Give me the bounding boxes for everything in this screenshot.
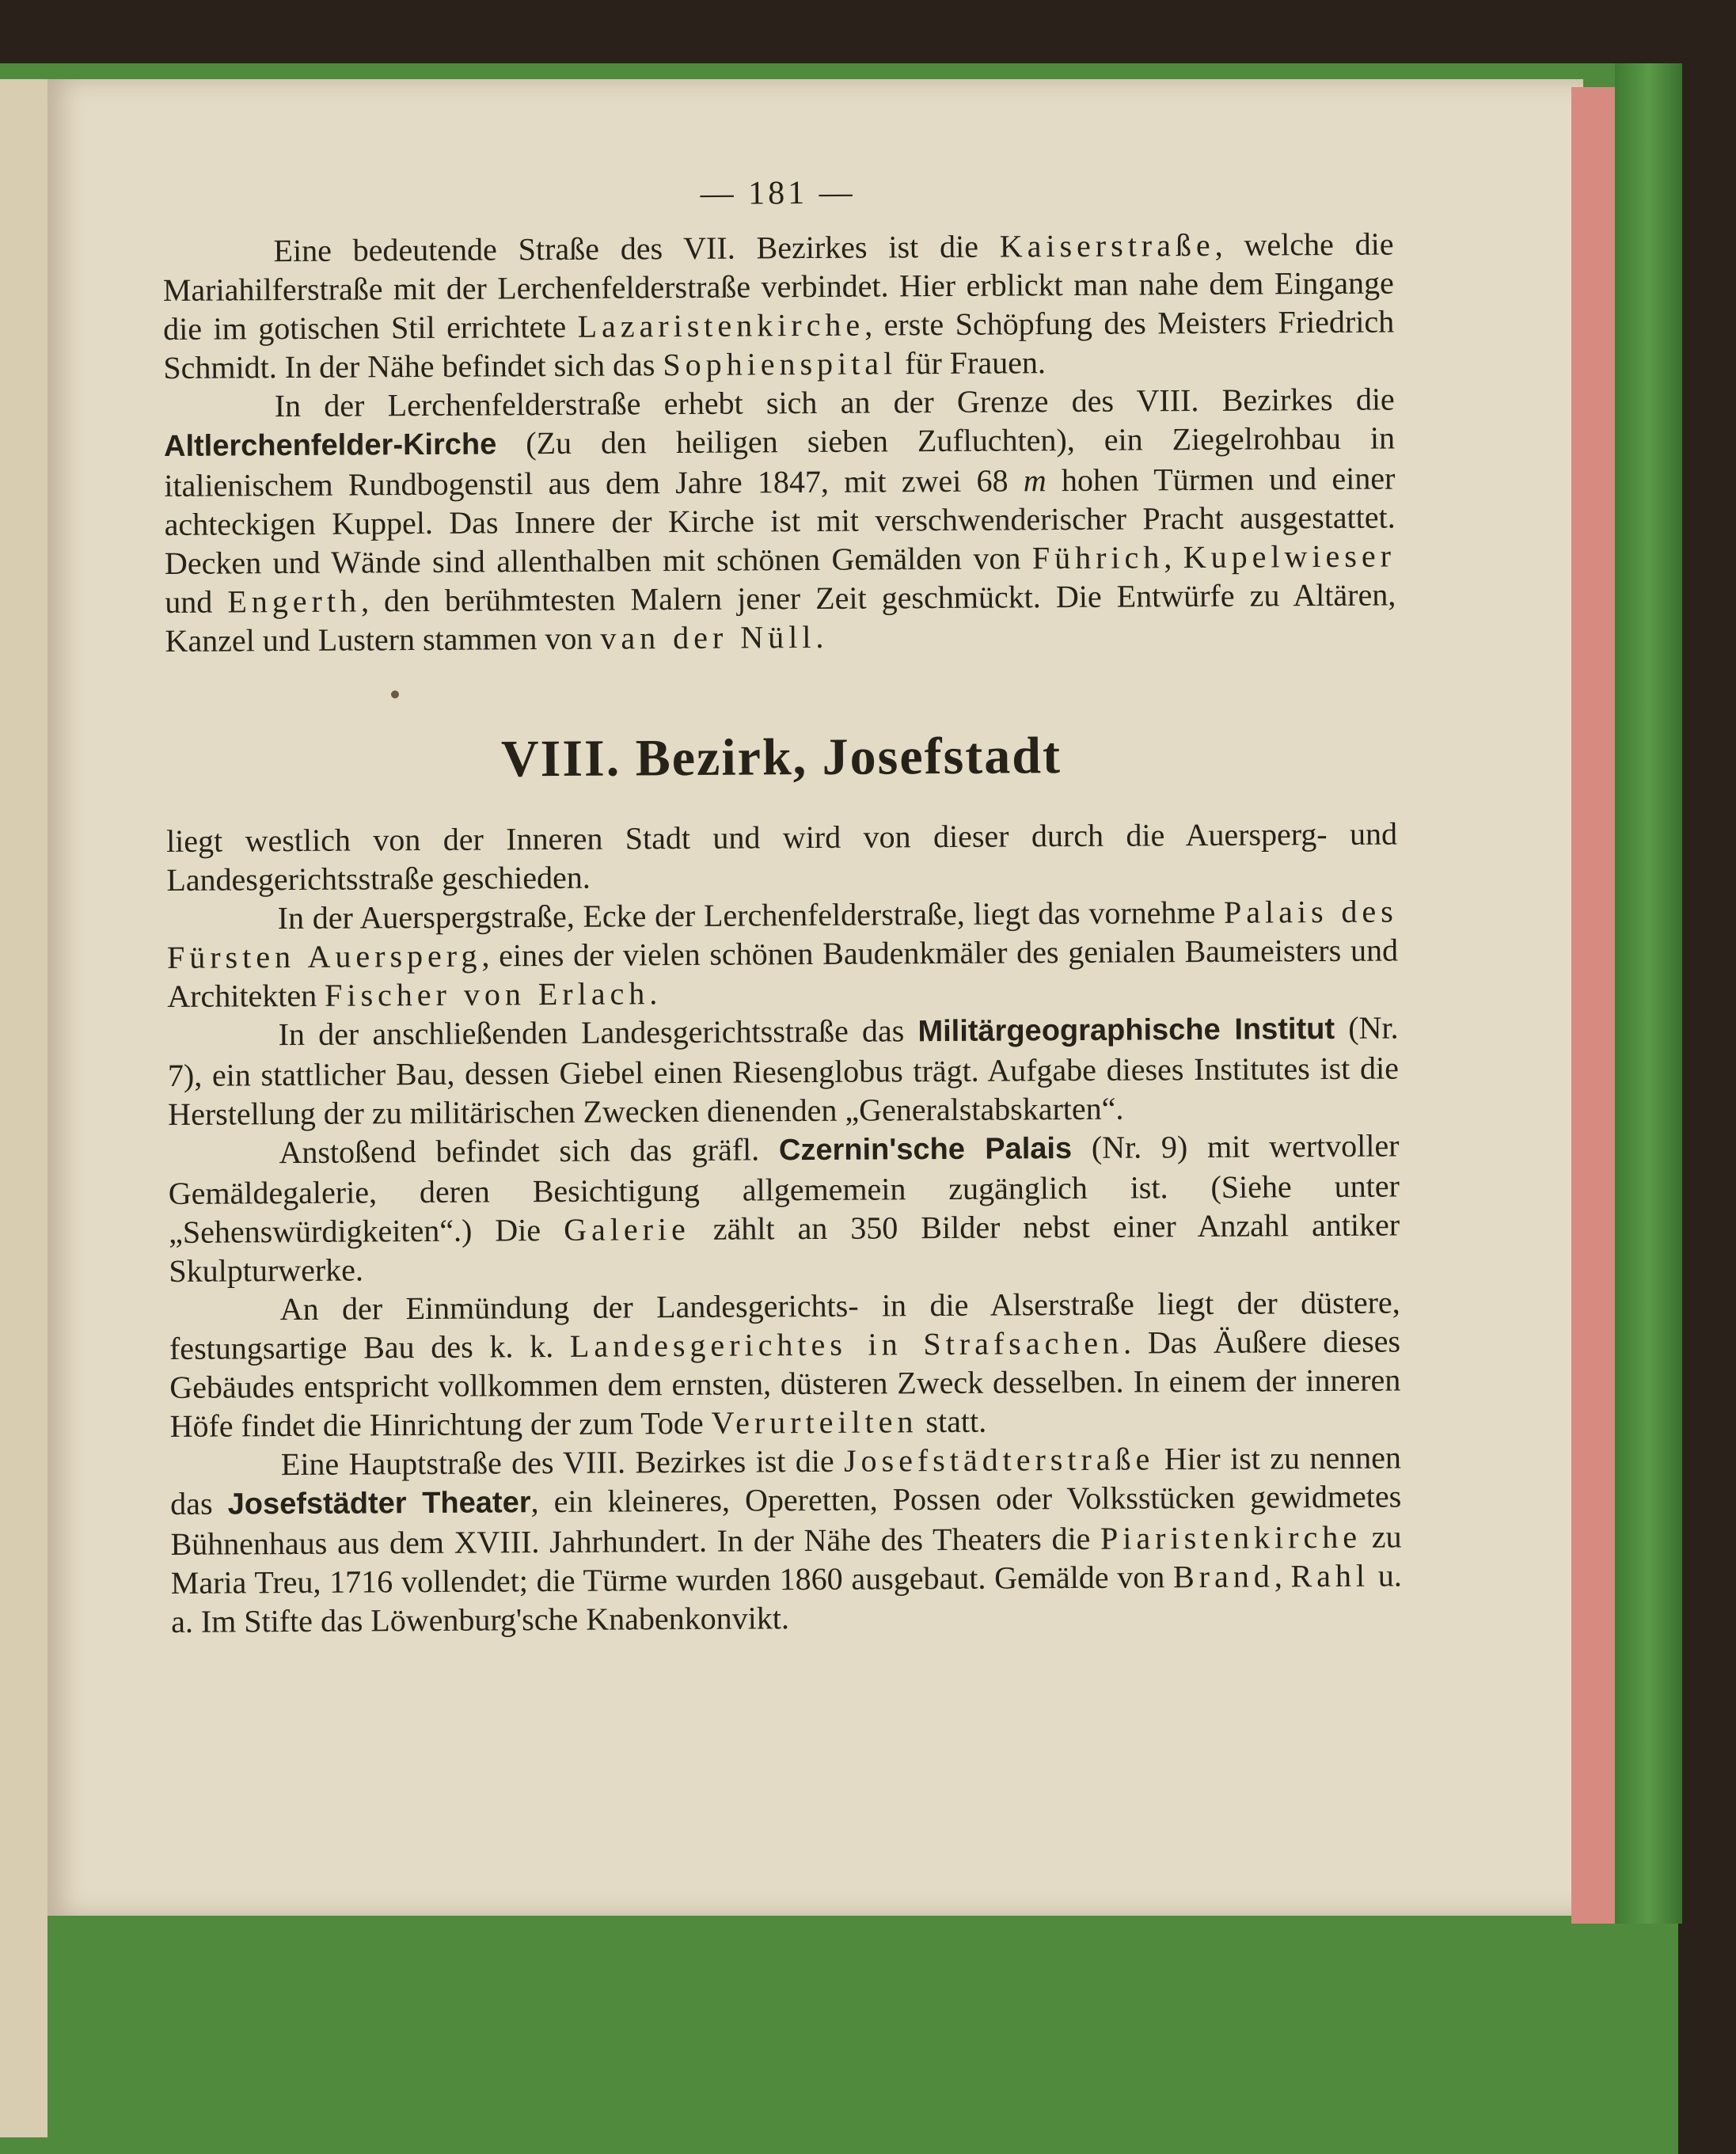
book-cover-edge [1615, 63, 1682, 1924]
section-heading: VIII. Bezirk, Josefstadt [500, 727, 1062, 788]
text-run: (Zu den heiligen sieben Zufluchten), ein Ziegelrohbau in italienischem Rundbogenstil aus dem Jahre 1847, mit zwei 68 [164, 420, 1396, 503]
text-run: , den berühmtesten Malern jener Zeit geschmückt. Die Entwürfe zu Altären, Kanzel und Lustern stammen von [165, 576, 1396, 659]
paragraph-landesgericht [169, 1282, 1401, 1445]
text-run: . [815, 618, 824, 655]
text-run: Anstoßend befindet sich das gräfl. [279, 1131, 780, 1171]
bold-term: Josefstädter Theater [227, 1486, 531, 1521]
page-number: — 181 — [700, 174, 856, 212]
text-run: zählt an 350 Bilder nebst einer Anzahl antiker Skulpturwerke. [169, 1206, 1400, 1289]
spaced-term: Engerth [227, 583, 362, 620]
spaced-term: Kaiserstraße [999, 226, 1215, 264]
text-run: , [1164, 539, 1183, 576]
text-run: statt. [917, 1403, 987, 1440]
spaced-term: Palais des Fürsten Auersperg [166, 893, 1398, 975]
bold-term: Altlerchenfelder-Kirche [163, 427, 497, 463]
text-run: Eine bedeutende Straße des VII. Bezirkes ist die [273, 228, 1000, 269]
text-run: , erste Schöpfung des Meisters Friedrich Schmidt. In der Nähe befindet sich das [163, 303, 1395, 386]
text-run: (Nr. 7), ein stattlicher Bau, dessen Giebel einen Riesenglobus trägt. Aufgabe dieses Institutes ist die Herstellung der zu militärischen Zwecken dienenden „Generalstabskarten“. [167, 1009, 1400, 1132]
spaced-term: Führich [1031, 539, 1164, 576]
spaced-term: Kupelwieser [1183, 538, 1396, 576]
text-run: In der anschließenden Landesgerichtsstraße das [278, 1012, 918, 1053]
text-run: hohen Türmen und einer achteckigen Kuppel. Das Innere der Kirche ist mit verschwenderischer Pracht ausgestattet. Decken und Wände sind allenthalben mit schönen Gemälden von [164, 460, 1396, 581]
bold-term: Czernin'sche Palais [778, 1132, 1073, 1168]
spaced-term: Josefstädterstraße [843, 1441, 1155, 1479]
spaced-term: Brand [1172, 1558, 1274, 1595]
spaced-term: Rahl [1290, 1557, 1370, 1594]
spaced-term: Piaristenkirche [1100, 1518, 1362, 1556]
bold-term: Militärgeographische Institut [917, 1012, 1335, 1049]
text-run: und [165, 583, 228, 620]
left-page-edge [0, 79, 47, 2137]
text-run: Eine Hauptstraße des VIII. Bezirkes ist die [280, 1442, 845, 1483]
text-run: , eines der vielen schönen Baudenkmäler des genialen Baumeisters und Architekten [167, 932, 1399, 1014]
text-run: (Nr. 9) mit wertvoller Gemäldegalerie, deren Besichtigung allgememein zugänglich ist. (Siehe unter „Sehenswürdigkeiten“.) Die [168, 1127, 1400, 1250]
text-run: . [649, 975, 658, 1012]
text-run: In der Lerchenfelderstraße erhebt sich an der Grenze des VIII. Bezirkes die [274, 381, 1395, 424]
paragraph-josefstaedterstrasse [170, 1438, 1402, 1640]
text-run: , [1274, 1558, 1291, 1594]
page-edge-red [1571, 87, 1615, 1924]
unit-italic: m [1023, 462, 1047, 499]
text-run: , welche die Mariahilferstraße mit der Lerchenfelderstraße verbindet. Hier erblickt man nahe dem Eingange die im gotischen Stil errichtete [162, 226, 1394, 347]
text-run: An der Einmündung der Landesgerichts- in die Alserstraße liegt der düstere, festungsartige Bau des k. k. [169, 1284, 1400, 1366]
text-run: In der Auerspergstraße, Ecke der Lerchenfelderstraße, liegt das vornehme [277, 894, 1225, 936]
paragraph-lerchenfelderstrasse [164, 379, 1396, 659]
paragraph-kaiserstrasse [162, 224, 1394, 386]
bullet-dot [391, 690, 399, 698]
spaced-term: Fischer von Erlach [324, 975, 650, 1013]
text-run: für Frauen. [897, 344, 1047, 382]
spaced-term: van der Nüll [600, 618, 816, 656]
spaced-term: Verurteilten [711, 1404, 918, 1441]
text-run: , ein kleineres, Operetten, Possen oder Volksstücken gewidmetes Bühnenhaus aus dem XVIII. Jahrhundert. In der Nähe des Theaters die [170, 1478, 1402, 1562]
paragraph-czernin [168, 1126, 1400, 1290]
spaced-term: Sophienspital [663, 345, 898, 383]
text-run: zu Maria Treu, 1716 vollendet; die Türme wurden 1860 ausgebaut. Gemälde von [170, 1518, 1402, 1601]
paragraph-auerspergstrasse [167, 891, 1399, 1015]
paragraph-intro: liegt westlich von der Inneren Stadt und wird von dieser durch die Auersperg- und Landesgerichtsstraße geschieden. [165, 815, 1398, 898]
text-run: Hier ist zu nennen das [170, 1439, 1402, 1521]
text-run: u. a. Im Stifte das Löwenburg'sche Knabenkonvikt. [171, 1557, 1402, 1639]
spaced-term: Galerie [563, 1210, 690, 1248]
text-run: . Das Äußere dieses Gebäudes entspricht vollkommen dem ernsten, düsteren Zweck desselben. In einem der inneren Höfe findet die Hinrichtung der zum Tode [169, 1323, 1401, 1444]
spaced-term: Landesgerichtes in Strafsachen [569, 1324, 1124, 1364]
spaced-term: Lazaristenkirche [577, 306, 865, 344]
page-content [162, 171, 1402, 1641]
paragraph-militaergeographisch [167, 1008, 1399, 1133]
